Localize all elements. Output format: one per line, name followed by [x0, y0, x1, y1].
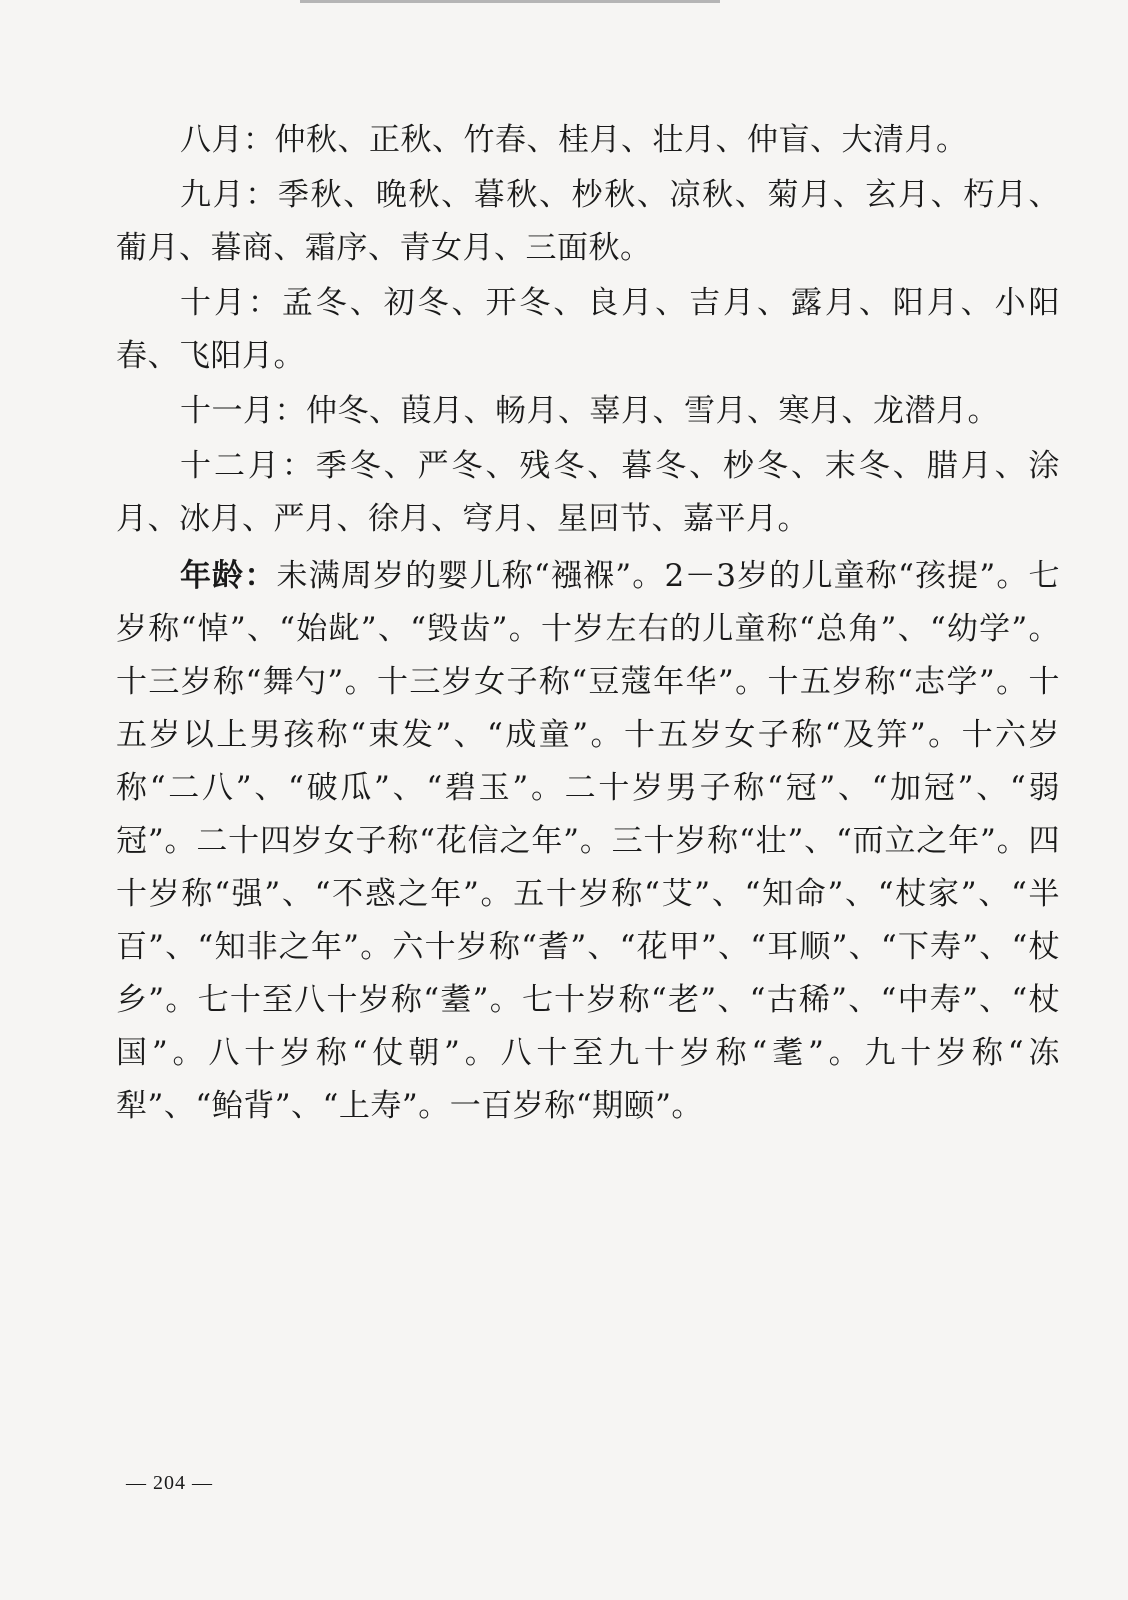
month-label: 八月: [180, 122, 243, 158]
month-entry-august: 八月：仲秋、正秋、竹春、桂月、壮月、仲盲、大清月。: [180, 122, 968, 158]
month-entry-september: 九月：季秋、晚秋、暮秋、杪秋、凉秋、菊月、玄月、朽月、葡月、暮商、霜序、青女月、三面秋。: [116, 177, 1061, 266]
month-aliases: 仲秋、正秋、竹春、桂月、壮月、仲盲、大清月。: [274, 122, 968, 158]
scan-top-edge: [300, 0, 720, 3]
month-label: 十月: [180, 285, 248, 321]
month-entry-december: 十二月：季冬、严冬、残冬、暮冬、杪冬、末冬、腊月、涂月、冰月、严月、徐月、穹月、星回节、嘉平月。: [116, 448, 1061, 537]
month-entry-november: 十一月：仲冬、葭月、畅月、辜月、雪月、寒月、龙潜月。: [180, 393, 999, 429]
age-section: 年龄：未满周岁的婴儿称“襁褓”。2－3岁的儿童称“孩提”。七岁称“悼”、“始龀”、“毁齿”。十岁左右的儿童称“总角”、“幼学”。十三岁称“舞勺”。十三岁女子称“豆蔻年华”。十五岁称“志学”。十五岁以上男孩称“束发”、“成童”。十五岁女子称“及笄”。十六岁称“二八”、“破瓜”、“碧玉”。二十岁男子称“冠”、“加冠”、“弱冠”。二十四岁女子称“花信之年”。三十岁称“壮”、“而立之年”。四十岁称“强”、“不惑之年”。五十岁称“艾”、“知命”、“杖家”、“半百”、“知非之年”。六十岁称“耆”、“花甲”、“耳顺”、“下寿”、“杖乡”。七十至八十岁称“耋”。七十岁称“老”、“古稀”、“中寿”、“杖国”。八十岁称“仗朝”。八十至九十岁称“耄”。九十岁称“冻犁”、“鲐背”、“上寿”。一百岁称“期颐”。: [116, 558, 1061, 1124]
age-heading: 年龄: [180, 558, 245, 594]
body-text: [116, 114, 1060, 1133]
page-number: — 204 —: [126, 1472, 213, 1494]
month-aliases: 孟冬、初冬、开冬、良月、吉月、露月、阳月、小阳春、飞阳月。: [116, 285, 1061, 374]
month-label: 九月: [180, 177, 246, 213]
month-label: 十一月: [180, 393, 275, 429]
month-label: 十二月: [180, 448, 282, 484]
month-entry-october: 十月：孟冬、初冬、开冬、良月、吉月、露月、阳月、小阳春、飞阳月。: [116, 285, 1061, 374]
month-aliases: 季冬、严冬、残冬、暮冬、杪冬、末冬、腊月、涂月、冰月、严月、徐月、穹月、星回节、嘉平月。: [116, 448, 1061, 537]
month-aliases: 季秋、晚秋、暮秋、杪秋、凉秋、菊月、玄月、朽月、葡月、暮商、霜序、青女月、三面秋。: [116, 177, 1061, 266]
age-terms: 未满周岁的婴儿称“襁褓”。2－3岁的儿童称“孩提”。七岁称“悼”、“始龀”、“毁齿”。十岁左右的儿童称“总角”、“幼学”。十三岁称“舞勺”。十三岁女子称“豆蔻年华”。十五岁称“志学”。十五岁以上男孩称“束发”、“成童”。十五岁女子称“及笄”。十六岁称“二八”、“破瓜”、“碧玉”。二十岁男子称“冠”、“加冠”、“弱冠”。二十四岁女子称“花信之年”。三十岁称“壮”、“而立之年”。四十岁称“强”、“不惑之年”。五十岁称“艾”、“知命”、“杖家”、“半百”、“知非之年”。六十岁称“耆”、“花甲”、“耳顺”、“下寿”、“杖乡”。七十至八十岁称“耋”。七十岁称“老”、“古稀”、“中寿”、“杖国”。八十岁称“仗朝”。八十至九十岁称“耄”。九十岁称“冻犁”、“鲐背”、“上寿”。一百岁称“期颐”。: [116, 558, 1061, 1124]
month-aliases: 仲冬、葭月、畅月、辜月、雪月、寒月、龙潜月。: [306, 393, 999, 429]
